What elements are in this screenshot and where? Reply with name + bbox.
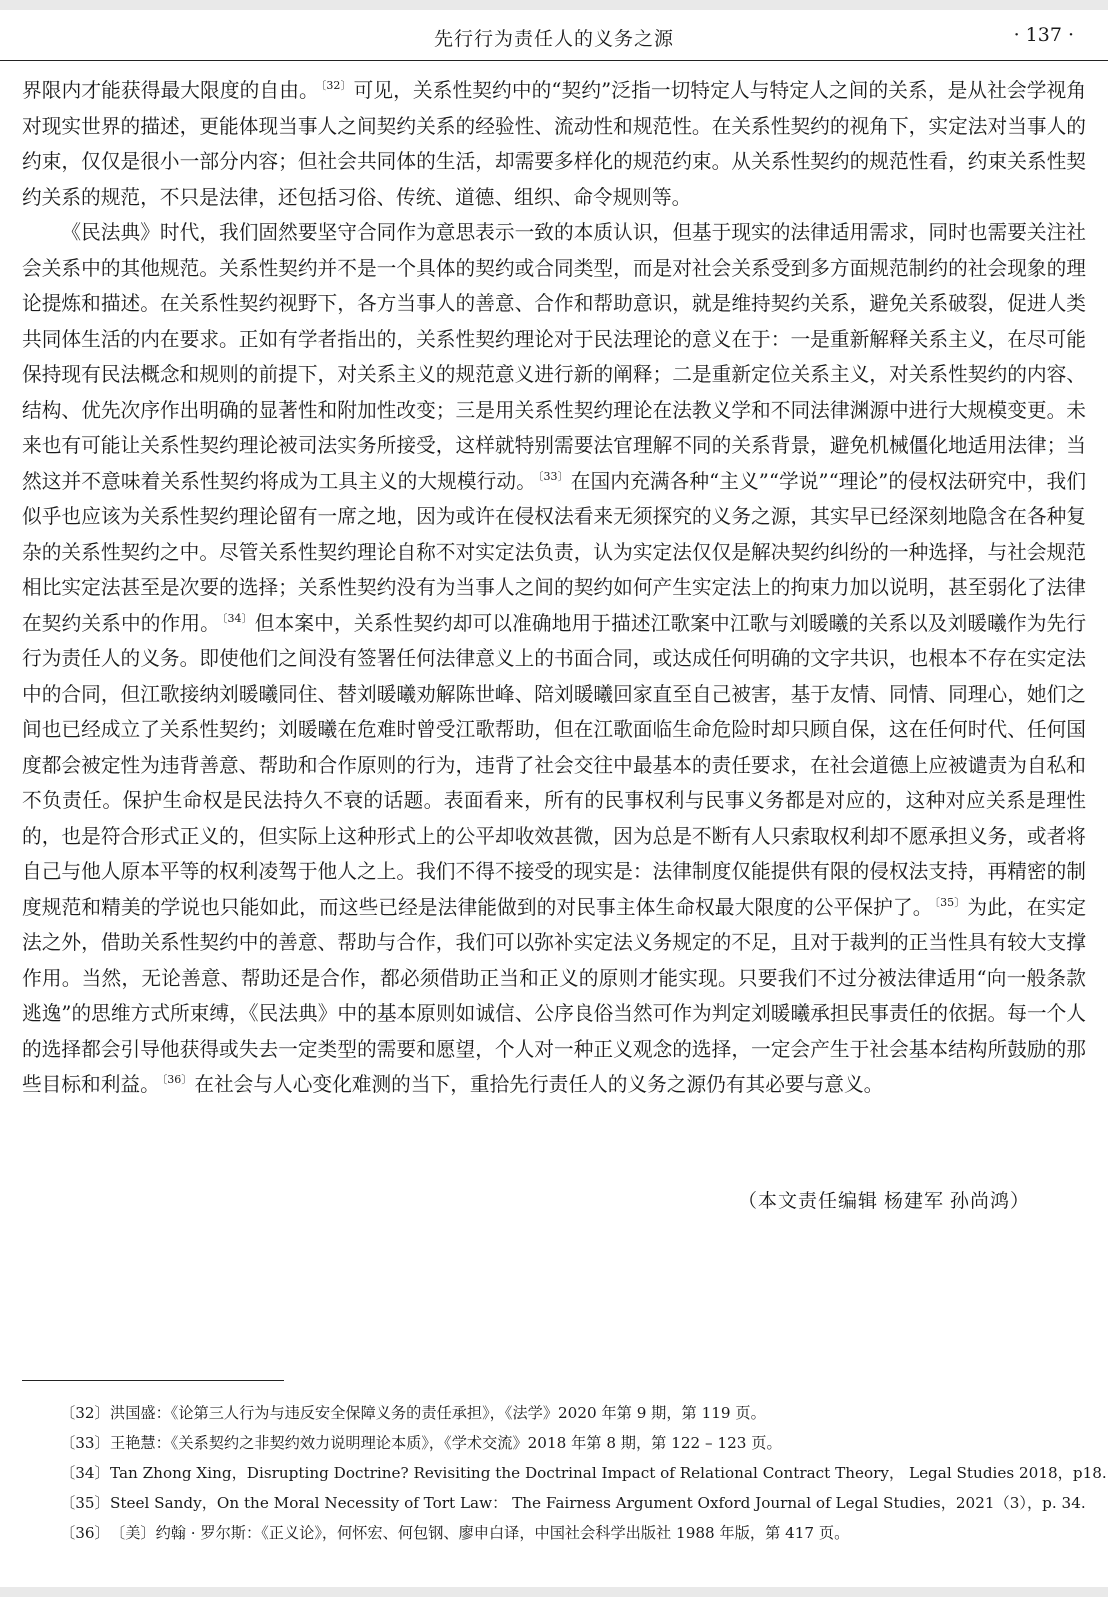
editor-name: 孙尚鸿） — [949, 1190, 1030, 1212]
footnote-text: 王艳慧：《关系契约之非契约效力说明理论本质》，《学术交流》2018 年第 8 期，第 122 – 123 页。 — [110, 1434, 782, 1452]
footnote-text: 〔美〕约翰 · 罗尔斯：《正义论》，何怀宏、何包钢、廖申白译，中国社会科学出版社 1988 年版，第 417 页。 — [110, 1524, 850, 1542]
footnote-ref-34[interactable]: 〔34〕 — [221, 611, 253, 625]
page-number: · 137 · — [1013, 24, 1074, 46]
top-scan-band — [0, 0, 1108, 10]
text-run: 在社会与人心变化难测的当下，重拾先行责任人的义务之源仍有其必要与意义。 — [194, 1073, 884, 1096]
footnote-35 — [22, 1488, 1092, 1518]
article-body — [22, 73, 1086, 1103]
text-run: 可见，关系性契约中的“契约”泛指一切特定人与特定人之间的关系，是从社会学视角对现实世界的描述，更能体现当事人之间契约关系的经验性、流动性和规范性。在关系性契约的视角下，实定法对当事人的约束，仅仅是很小一部分内容；但社会共同体的生活，却需要多样化的规范约束。从关系性契约的规范性看，约束关系性契约关系的规范，不只是法律，还包括习俗、传统、道德、组织、命令规则等。 — [22, 79, 1087, 209]
paragraph-1 — [22, 73, 1086, 215]
running-header — [0, 18, 1108, 61]
footnote-33 — [22, 1428, 1092, 1458]
footnote-ref-36[interactable]: 〔36〕 — [161, 1073, 193, 1086]
footnote-label: 〔35〕 — [60, 1494, 110, 1512]
text-run: 界限内才能获得最大限度的自由。 — [22, 79, 319, 102]
text-run: 但本案中，关系性契约却可以准确地用于描述江歌案中江歌与刘暖曦的关系以及刘暖曦作为先行行为责任人的义务。即使他们之间没有签署任何法律意义上的书面合同，或达成任何明确的文字共识，也根本不存在实定法中的合同，但江歌接纳刘暖曦同住、替刘暖曦劝解陈世峰、陪刘暖曦回家直至自己被害，基于友情、同情、同理心，她们之间也已经成立了关系性契约；刘暖曦在危难时曾受江歌帮助，但在江歌面临生命危险时却只顾自保，这在任何时代、任何国度都会被定性为违背善意、帮助和合作原则的行为，违背了社会交往中最基本的责任要求，在社会道德上应被谴责为自私和不负责任。保护生命权是民法持久不衰的话题。表面看来，所有的民事权利与民事义务都是对应的，这种对应关系是理性的，也是符合形式正义的，但实际上这种形式上的公平却收效甚微，因为总是不断有人只索取权利却不愿承担义务，或者将自己与他人原本平等的权利凌驾于他人之上。我们不得不接受的现实是：法律制度仅能提供有限的侵权法支持，再精密的制度规范和精美的学说也只能如此，而这些已经是法律能做到的对民事主体生命权最大限度的公平保护了。 — [22, 611, 1087, 919]
editor-credit — [732, 1186, 1030, 1213]
footnote-label: 〔32〕 — [60, 1404, 110, 1422]
footnote-ref-35[interactable]: 〔35〕 — [934, 895, 966, 909]
editor-name: 杨建军 — [883, 1190, 944, 1212]
footnote-label: 〔34〕 — [60, 1464, 110, 1482]
footnote-text: Tan Zhong Xing，Disrupting Doctrine? Revisiting the Doctrinal Impact of Relational Contract Theory， Legal Studies 2018，p18. — [110, 1464, 1107, 1482]
footnotes — [22, 1398, 1107, 1548]
text-run: 在国内充满各种“主义”“学说”“理论”的侵权法研究中，我们似乎也应该为关系性契约理论留有一席之地，因为或许在侵权法看来无须探究的义务之源，其实早已经深刻地隐含在各种复杂的关系性契约之中。尽管关系性契约理论自称不对实定法负责，认为实定法仅仅是解决契约纠纷的一种选择，与社会规范相比实定法甚至是次要的选择；关系性契约没有为当事人之间的契约如何产生实定法上的拘束力加以说明，甚至弱化了法律在契约关系中的作用。 — [22, 469, 1087, 635]
footnote-34 — [22, 1458, 1107, 1488]
text-run: 《民法典》时代，我们固然要坚守合同作为意思表示一致的本质认识，但基于现实的法律适用需求，同时也需要关注社会关系中的其他规范。关系性契约并不是一个具体的契约或合同类型，而是对社会关系受到多方面规范制约的社会现象的理论提炼和描述。在关系性契约视野下，各方当事人的善意、合作和帮助意识，就是维持契约关系，避免关系破裂，促进人类共同体生活的内在要求。正如有学者指出的，关系性契约理论对于民法理论的意义在于：一是重新解释关系主义，在尽可能保持现有民法概念和规则的前提下，对关系主义的规范意义进行新的阐释；二是重新定位关系主义，对关系性契约的内容、结构、优先次序作出明确的显著性和附加性改变；三是用关系性契约理论在法教义学和不同法律渊源中进行大规模变更。未来也有可能让关系性契约理论被司法实务所接受，这样就特别需要法官理解不同的关系背景，避免机械僵化地适用法律；当然这并不意味着关系性契约将成为工具主义的大规模行动。 — [22, 221, 1086, 493]
footnote-text: Steel Sandy，On the Moral Necessity of Tort Law： The Fairness Argument Oxford Journal of Legal Studies，2021（3），p. 34. — [110, 1494, 1086, 1512]
footnote-label: 〔33〕 — [60, 1434, 110, 1452]
paragraph-2 — [22, 215, 1086, 1103]
text-run: 为此，在实定法之外，借助关系性契约中的善意、帮助与合作，我们可以弥补实定法义务规定的不足，且对于裁判的正当性具有较大支撑作用。当然，无论善意、帮助还是合作，都必须借助正当和正义的原则才能实现。只要我们不过分被法律适用“向一般条款逃逸”的思维方式所束缚，《民法典》中的基本原则如诚信、公序良俗当然可作为判定刘暖曦承担民事责任的依据。每一个人的选择都会引导他获得或失去一定类型的需要和愿望，个人对一种正义观念的选择，一定会产生于社会基本结构所鼓励的那些目标和利益。 — [22, 895, 1087, 1096]
footnote-32 — [22, 1398, 1092, 1428]
running-title: 先行行为责任人的义务之源 — [433, 28, 674, 50]
footnote-ref-33[interactable]: 〔33〕 — [537, 469, 569, 483]
footnote-divider — [22, 1380, 284, 1381]
footnote-text: 洪国盛：《论第三人行为与违反安全保障义务的责任承担》，《法学》2020 年第 9 期，第 119 页。 — [110, 1404, 766, 1422]
editor-label: （本文责任编辑 — [737, 1190, 878, 1212]
footnote-label: 〔36〕 — [60, 1524, 110, 1542]
bottom-scan-band — [0, 1587, 1108, 1597]
footnote-36 — [22, 1518, 1092, 1548]
footnote-ref-32[interactable]: 〔32〕 — [320, 79, 352, 92]
